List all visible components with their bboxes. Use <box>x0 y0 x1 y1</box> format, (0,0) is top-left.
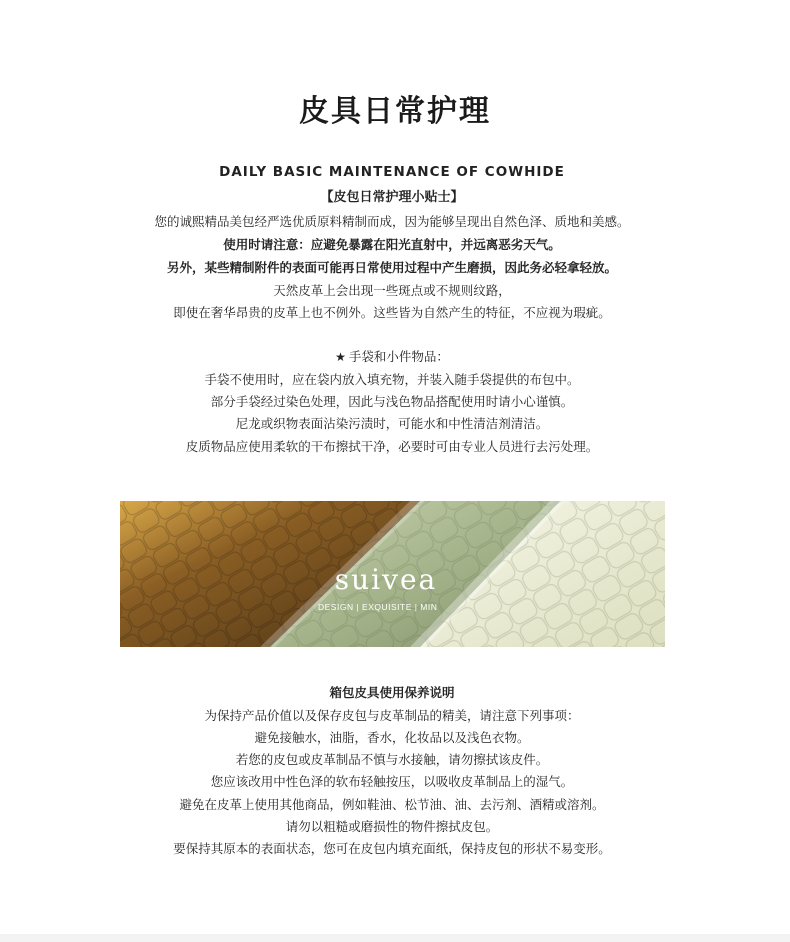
intro-line: 另外，某些精制附件的表面可能再日常使用过程中产生磨损，因此务必轻拿轻放。 <box>166 260 617 275</box>
handbag-heading <box>0 347 784 365</box>
care-line: 避免接触水，油脂，香水，化妆品以及浅色衣物。 <box>254 730 530 745</box>
care-line: 为保持产品价值以及保存皮包与皮革制品的精美，请注意下列事项： <box>204 708 580 723</box>
handbag-line: 部分手袋经过染色处理，因此与浅色物品搭配使用时请小心谨慎。 <box>210 394 574 409</box>
care-line: 您应该改用中性色泽的软布轻触按压，以吸收皮革制品上的湿气。 <box>210 774 574 789</box>
care-line: 要保持其原本的表面状态，您可在皮包内填充面纸，保持皮包的形状不易变形。 <box>173 841 611 856</box>
subtitle-english: DAILY BASIC MAINTENANCE OF COWHIDE <box>219 164 565 180</box>
care-heading: 箱包皮具使用保养说明 <box>329 685 455 700</box>
star-icon: ★ <box>335 350 346 364</box>
intro-line: 天然皮革上会出现一些斑点或不规则纹路， <box>273 283 511 298</box>
intro-line: 即使在奢华昂贵的皮革上也不例外。这些皆为自然产生的特征，不应视为瑕疵。 <box>173 305 611 320</box>
handbag-line: 皮质物品应使用柔软的干布擦拭干净，必要时可由专业人员进行去污处理。 <box>185 439 599 454</box>
intro-line: 您的诚熙精品美包经严选优质原料精制而成，因为能够呈现出自然色泽、质地和美感。 <box>154 214 630 229</box>
handbag-line: 手袋不使用时，应在袋内放入填充物，并装入随手袋提供的布包中。 <box>204 372 580 387</box>
footer-divider <box>0 934 790 942</box>
banner-tagline: DESIGN | EXQUISITE | MIN <box>318 602 438 612</box>
page-title: 皮具日常护理 <box>299 94 491 129</box>
handbag-line: 尼龙或织物表面沾染污渍时，可能水和中性清洁剂清洁。 <box>235 416 549 431</box>
care-line: 请勿以粗糙或磨损性的物件擦拭皮包。 <box>285 819 499 834</box>
intro-line: 使用时请注意：应避免暴露在阳光直射中，并远离恶劣天气。 <box>223 237 561 252</box>
handbag-heading-text: 手袋和小件物品： <box>348 349 449 364</box>
leather-banner-image <box>120 501 665 647</box>
banner-brand: suivea <box>334 563 438 596</box>
care-line: 若您的皮包或皮革制品不慎与水接触，请勿擦拭该皮件。 <box>235 752 549 767</box>
care-line: 避免在皮革上使用其他商品，例如鞋油、松节油、油、去污剂、酒精或溶剂。 <box>179 797 605 812</box>
subtitle-chinese: 【皮包日常护理小贴士】 <box>320 190 464 205</box>
